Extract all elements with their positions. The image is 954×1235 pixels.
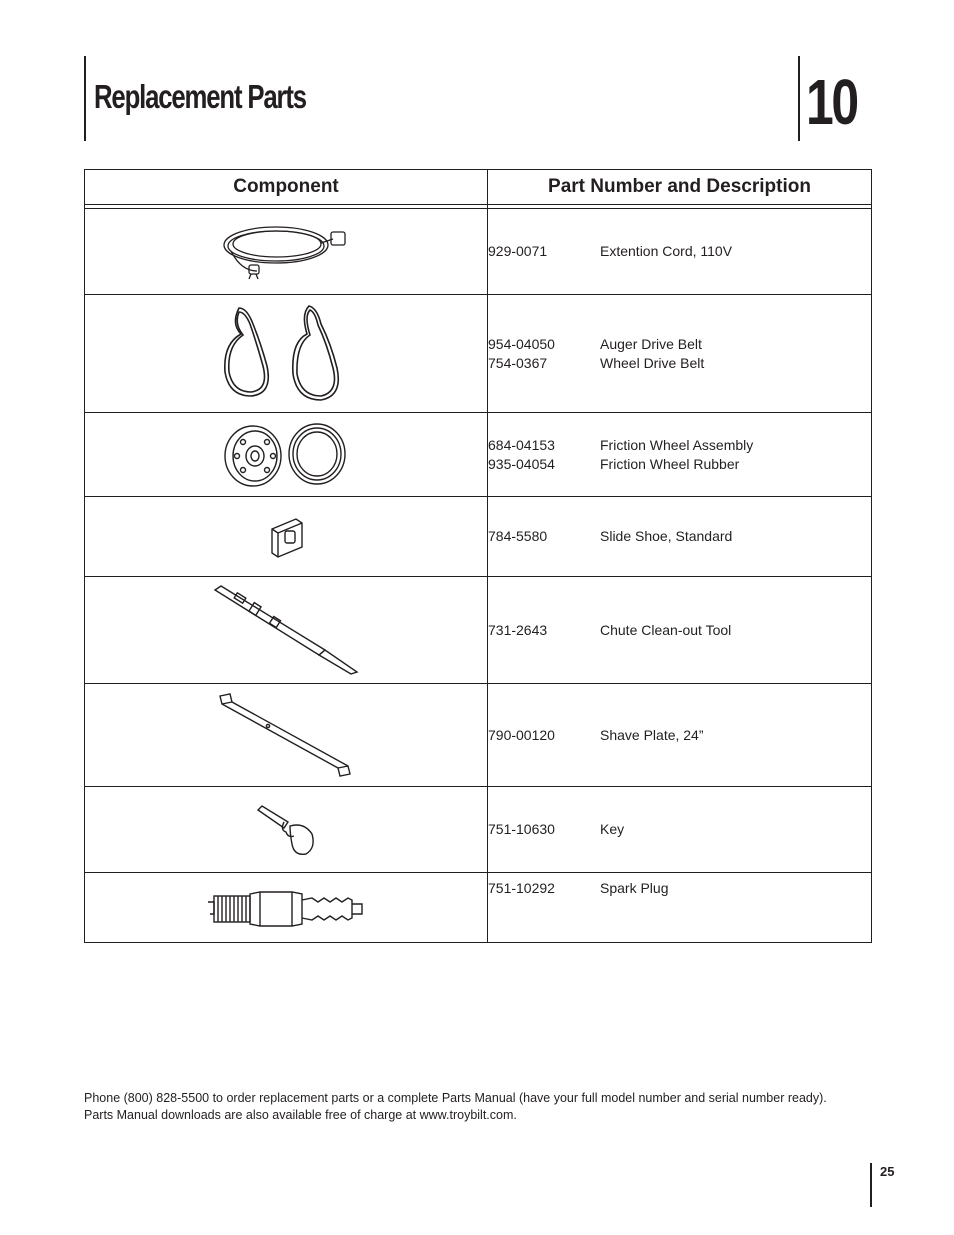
component-cell: [85, 873, 488, 943]
component-cell: [85, 497, 488, 577]
part-line: [488, 436, 871, 455]
part-number: 954-04050: [488, 335, 555, 352]
component-cell: [85, 787, 488, 873]
part-line: [488, 527, 871, 546]
extension-cord-icon: [221, 221, 351, 283]
part-description: Spark Plug: [600, 880, 669, 896]
part-number: 784-5580: [488, 528, 548, 544]
part-description: Extention Cord, 110V: [600, 243, 733, 259]
component-cell: [85, 209, 488, 295]
parts-table: [84, 169, 872, 943]
component-cell: [85, 684, 488, 787]
drive-belts-icon: [221, 304, 351, 404]
part-description: Wheel Drive Belt: [600, 354, 705, 371]
part-number: 929-0071: [488, 243, 548, 259]
shave-plate-icon: [216, 692, 356, 778]
table-row: [85, 577, 872, 684]
component-cell: [85, 413, 488, 497]
ordering-note-line1: Phone (800) 828-5500 to order replacement parts or a complete Parts Manual (have your full model number and serial number ready).: [84, 1091, 827, 1105]
table-header-row: [85, 170, 872, 205]
part-cell: [488, 873, 872, 943]
clean-out-tool-icon: [211, 584, 361, 676]
part-description: Shave Plate, 24”: [600, 726, 704, 743]
part-line: [488, 726, 871, 745]
spark-plug-icon: [206, 888, 366, 928]
table-row: [85, 497, 872, 577]
part-number: 751-10292: [488, 880, 555, 896]
part-cell: [488, 295, 872, 413]
part-line: [488, 455, 871, 474]
part-number: 731-2643: [488, 621, 548, 638]
page-number-rule: [870, 1163, 872, 1207]
part-cell: [488, 497, 872, 577]
ordering-note: [84, 1090, 884, 1124]
part-line: [488, 335, 871, 354]
column-header-component: Component: [85, 170, 488, 205]
part-number: 754-0367: [488, 354, 548, 371]
page-title: Replacement Parts: [94, 78, 306, 115]
part-description: Slide Shoe, Standard: [600, 528, 733, 544]
part-cell: [488, 209, 872, 295]
part-line: [488, 820, 871, 839]
table-row: [85, 787, 872, 873]
part-line: [488, 621, 871, 640]
part-line: [488, 879, 871, 898]
part-cell: [488, 684, 872, 787]
table-row: [85, 209, 872, 295]
page-number: 25: [880, 1164, 895, 1179]
component-cell: [85, 295, 488, 413]
key-icon: [254, 802, 318, 858]
part-line: [488, 242, 871, 261]
part-description: Key: [600, 821, 625, 837]
part-description: Friction Wheel Assembly: [600, 436, 754, 453]
component-cell: [85, 577, 488, 684]
part-description: Chute Clean-out Tool: [600, 621, 732, 638]
header-rule-left: [84, 56, 86, 141]
friction-wheel-icon: [221, 420, 351, 490]
ordering-note-line2: Parts Manual downloads are also available free of charge at www.troybilt.com.: [84, 1108, 517, 1122]
header-rule-right: [798, 56, 800, 141]
chapter-number: 10: [806, 66, 857, 138]
part-cell: [488, 413, 872, 497]
table-row: [85, 295, 872, 413]
part-cell: [488, 787, 872, 873]
part-number: 935-04054: [488, 455, 555, 472]
part-description: Friction Wheel Rubber: [600, 455, 740, 472]
part-line: [488, 354, 871, 373]
column-header-part: Part Number and Description: [488, 170, 872, 205]
table-row: [85, 413, 872, 497]
part-number: 790-00120: [488, 726, 555, 743]
table-row: [85, 684, 872, 787]
slide-shoe-icon: [266, 515, 306, 559]
part-cell: [488, 577, 872, 684]
part-number: 684-04153: [488, 436, 555, 453]
table-row: [85, 873, 872, 943]
part-number: 751-10630: [488, 821, 555, 837]
part-description: Auger Drive Belt: [600, 335, 702, 352]
